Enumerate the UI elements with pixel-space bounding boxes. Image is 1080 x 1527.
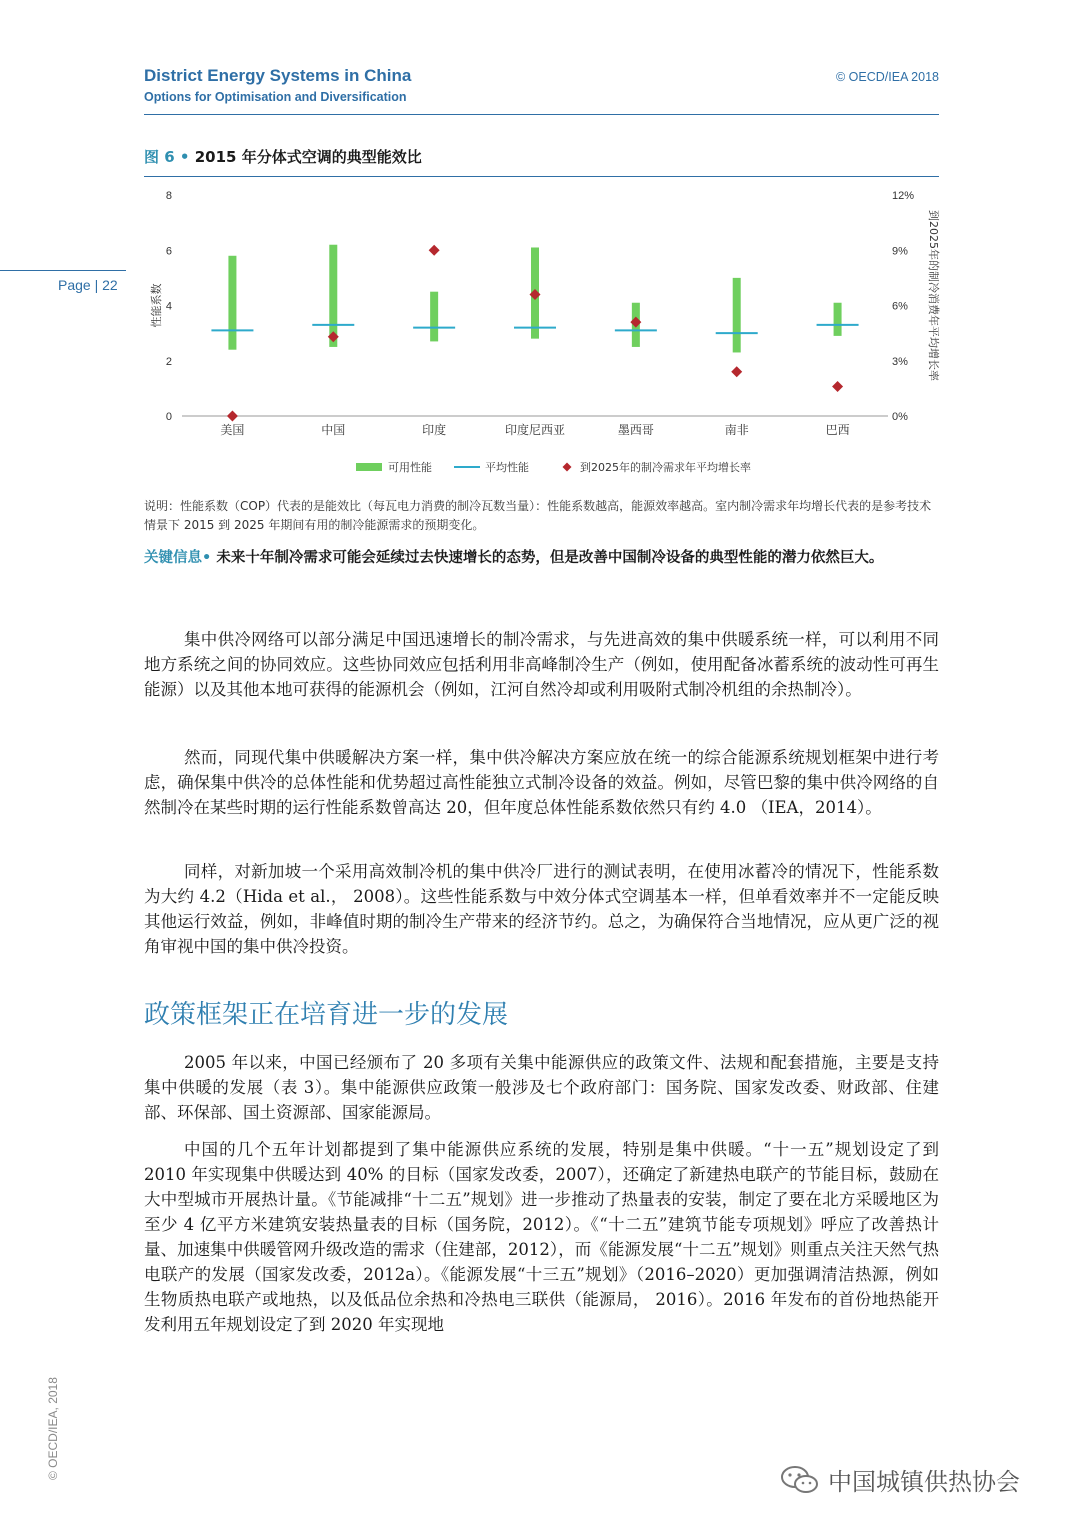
figure-title-text: 2015 年分体式空调的典型能效比: [194, 148, 422, 166]
legend-swatch-diamond: [563, 463, 572, 472]
y-axis-title: 性能系数: [150, 283, 163, 328]
body-paragraph-3: 同样，对新加坡一个采用高效制冷机的集中供冷厂进行的测试表明，在使用冰蓄冷的情况下，性能系数为大约 4.2（Hida et al.， 2008）。这些性能系数与中效分体式空调基本一样，但单看效率并不一定能反映其他运行效益，例如，非峰值时期的制冷生产带来的经济节约。总之，为确保符合当地情况，应从更广泛的视角审视中国的集中供冷投资。: [144, 862, 939, 956]
y-tick-label: 8: [165, 190, 172, 202]
range-bar: [430, 292, 438, 342]
growth-diamond: [429, 245, 440, 256]
legend-label-diamond: 到2025年的制冷需求年平均增长率: [580, 461, 751, 474]
x-tick-label: 巴西: [825, 423, 850, 437]
x-tick-label: 墨西哥: [617, 423, 654, 437]
x-tick-label: 印度: [422, 423, 447, 437]
section-paragraph-2: 中国的几个五年计划都提到了集中能源供应系统的发展，特别是集中供暖。“十一五”规划设定了到 2010 年实现集中供暖达到 40% 的目标（国家发改委，2007），还确定了新建热电联产的节能目标，鼓励在大中型城市开展热计量。《节能减排“十二五”规划》进一步推动了热量表的安装，制定了要在北方采暖地区为至少 4 亿平方米建筑安装热量表的目标（国务院，2012）。《“十二五”建筑节能专项规划》呼应了改善热计量、加速集中供暖管网升级改造的需求（住建部，2012），而《能源发展“十二五”规划》则重点关注天然气热电联产的发展（国家发改委，2012a）。《能源发展“十三五”规划》（2016–2020）更加强调清洁热源，例如生物质热电联产或地热，以及低品位余热和冷热电三联供（能源局， 2016）。2016 年发布的首份地热能开发利用五年规划设定了到 2020 年实现地: [144, 1140, 939, 1334]
figure-rule: [144, 176, 939, 177]
y2-tick-label: 6%: [892, 300, 908, 313]
legend-swatch-range: [356, 463, 382, 471]
y2-axis-title: 到2025年的制冷消费年平均增长率: [927, 210, 940, 381]
cop-chart: [140, 180, 940, 490]
x-tick-label: 中国: [321, 423, 346, 437]
y2-tick-label: 0%: [892, 411, 908, 423]
key-message: [144, 547, 939, 570]
y2-tick-label: 3%: [892, 355, 908, 368]
key-message-text: 未来十年制冷需求可能会延续过去快速增长的态势，但是改善中国制冷设备的典型性能的潜力依然巨大。: [211, 550, 884, 566]
body-paragraph-1: 集中供冷网络可以部分满足中国迅速增长的制冷需求，与先进高效的集中供暖系统一样，可以利用不同地方系统之间的协同效应。这些协同效应包括利用非高峰制冷生产（例如，使用配备冰蓄系统的波动性可再生能源）以及其他本地可获得的能源机会（例如，江河自然冷却或利用吸附式制冷机组的余热制冷）。: [144, 630, 939, 699]
legend-label-average: 平均性能: [485, 461, 529, 474]
growth-diamond: [227, 411, 238, 422]
header-rule: [144, 114, 939, 115]
figure-number: 图 6 •: [144, 148, 190, 166]
legend-label-range: 可用性能: [388, 461, 432, 474]
y-tick-label: 4: [165, 300, 172, 313]
x-tick-label: 南非: [724, 423, 749, 437]
chart-legend: [356, 460, 751, 474]
chart-marks: [211, 245, 858, 422]
figure-title: [144, 146, 422, 167]
chart-axes: [149, 190, 940, 437]
x-tick-label: 印度尼西亚: [504, 423, 566, 437]
y-tick-label: 2: [165, 355, 172, 368]
range-bar: [834, 303, 842, 336]
side-copyright: © OECD/IEA, 2018: [46, 1377, 60, 1480]
range-bar: [733, 278, 741, 353]
report-subtitle: Options for Optimisation and Diversification: [144, 90, 407, 104]
wechat-icon: [780, 1465, 820, 1495]
y-tick-label: 6: [165, 245, 172, 258]
growth-diamond: [731, 366, 742, 377]
figure-note: 说明：性能系数（COP）代表的是能效比（每瓦电力消费的制冷瓦数当量）：性能系数越高，能源效率越高。室内制冷需求年均增长代表的是参考技术情景下 2015 到 2025 年期间有用的制冷能源需求的预期变化。: [144, 499, 932, 532]
page-marker-line: [0, 270, 126, 271]
header-copyright: © OECD/IEA 2018: [835, 70, 939, 84]
page-number: Page | 22: [58, 277, 118, 293]
range-bar: [228, 256, 236, 350]
watermark-text: 中国城镇供热协会: [828, 1468, 1020, 1496]
growth-diamond: [832, 381, 843, 392]
watermark: [780, 1462, 1020, 1497]
report-title: District Energy Systems in China: [144, 66, 412, 85]
y2-tick-label: 12%: [892, 190, 915, 202]
key-message-label: 关键信息•: [144, 550, 212, 566]
y-tick-label: 0: [165, 411, 172, 423]
section-heading: 政策框架正在培育进一步的发展: [144, 1000, 509, 1030]
section-paragraph-1: 2005 年以来，中国已经颁布了 20 多项有关集中能源供应的政策文件、法规和配套措施，主要是支持集中供暖的发展（表 3）。集中能源供应政策一般涉及七个政府部门：国务院、国家发改委、财政部、住建部、环保部、国土资源部、国家能源局。: [144, 1053, 939, 1122]
body-paragraph-2: 然而，同现代集中供暖解决方案一样，集中供冷解决方案应放在统一的综合能源系统规划框架中进行考虑，确保集中供冷的总体性能和优势超过高性能独立式制冷设备的效益。例如，尽管巴黎的集中供冷网络的自然制冷在某些时期的运行性能系数曾高达 20，但年度总体性能系数依然只有约 4.0 （IEA，2014）。: [144, 748, 939, 817]
x-tick-label: 美国: [220, 423, 245, 437]
y2-tick-label: 9%: [892, 245, 908, 258]
